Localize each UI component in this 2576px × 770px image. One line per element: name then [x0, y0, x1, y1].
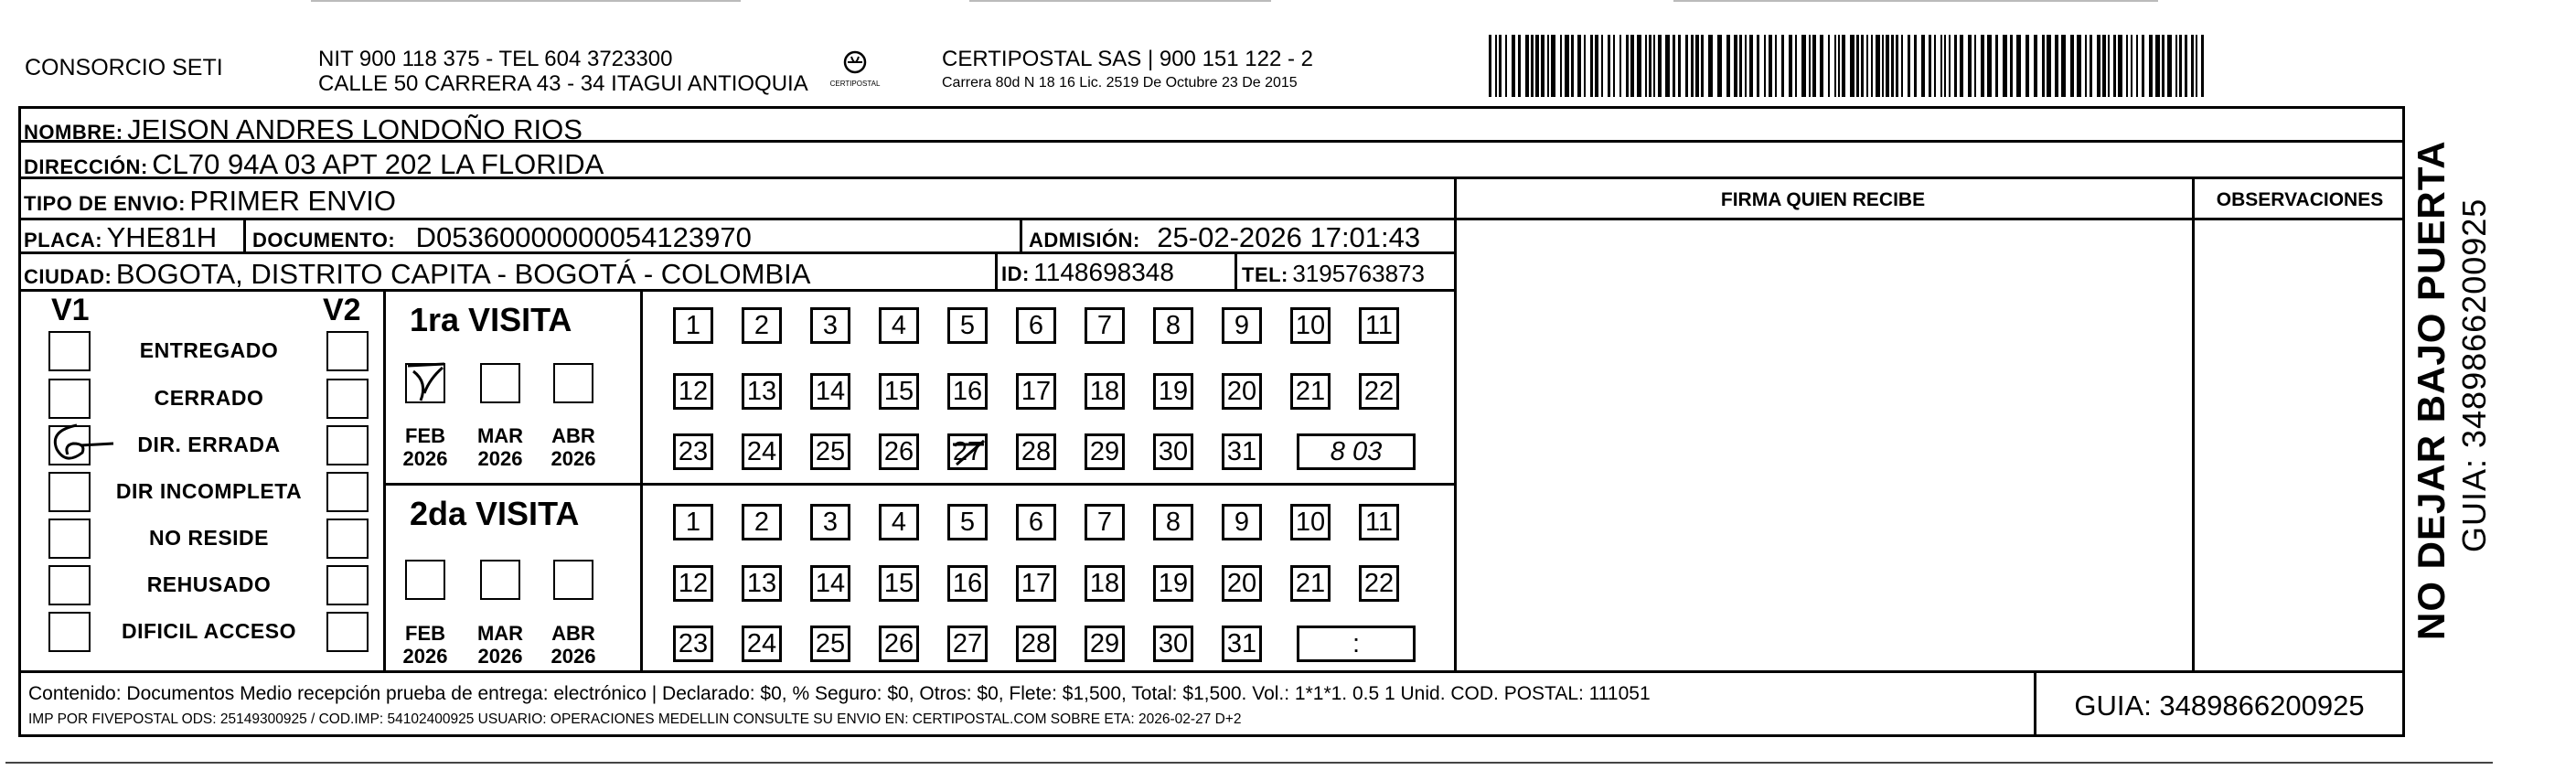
first-visit-day[interactable]: 15 — [879, 373, 919, 410]
tipo-row — [24, 187, 396, 215]
company-name: CONSORCIO SETI — [25, 55, 223, 80]
certipostal-logo — [828, 44, 882, 99]
second-visit-day[interactable]: 10 — [1290, 504, 1331, 540]
first-visit-day[interactable]: 19 — [1153, 373, 1193, 410]
second-visit-day[interactable]: 1 — [673, 504, 713, 540]
second-visit-day[interactable]: 4 — [879, 504, 919, 540]
barcode — [1489, 35, 2211, 99]
first-visit-day[interactable]: 18 — [1085, 373, 1125, 410]
v1-checkbox[interactable] — [48, 519, 91, 559]
month-label: ABR 2026 — [550, 424, 596, 471]
observaciones-label: OBSERVACIONES — [2216, 189, 2384, 210]
ciudad-label: CIUDAD: — [24, 265, 112, 288]
first-visit-day[interactable]: 29 — [1085, 433, 1125, 470]
ciudad-value: BOGOTA, DISTRITO CAPITA - BOGOTÁ - COLOMBIA — [115, 258, 811, 290]
first-visit-day[interactable]: 24 — [742, 433, 782, 470]
nombre-label: NOMBRE: — [24, 121, 123, 144]
v2-checkbox[interactable] — [326, 472, 369, 512]
v2-checkbox[interactable] — [326, 519, 369, 559]
ciudad-row — [24, 260, 810, 288]
first-visit-day[interactable]: 2 — [742, 307, 782, 344]
placa-value: YHE81H — [106, 221, 218, 253]
documento-row — [252, 223, 752, 251]
v2-checkbox[interactable] — [326, 331, 369, 371]
nit-line1: NIT 900 118 375 - TEL 604 3723300 — [318, 47, 673, 71]
month-label: ABR 2026 — [550, 622, 596, 668]
second-visit-day[interactable]: 27 — [947, 626, 988, 662]
v1-checkbox[interactable] — [48, 565, 91, 605]
v1-checkbox[interactable] — [48, 331, 91, 371]
admision-value: 25-02-2026 17:01:43 — [1157, 221, 1421, 253]
status-label: DIFICIL ACCESO — [121, 619, 296, 643]
first-visit-day[interactable]: 13 — [742, 373, 782, 410]
status-label: CERRADO — [154, 386, 264, 410]
second-visit-day[interactable]: 19 — [1153, 565, 1193, 602]
direccion-value: CL70 94A 03 APT 202 LA FLORIDA — [152, 148, 604, 180]
month-label: MAR 2026 — [476, 424, 524, 471]
second-visit-day[interactable]: 11 — [1359, 504, 1399, 540]
second-visit-day[interactable]: 5 — [947, 504, 988, 540]
documento-label: DOCUMENTO: — [252, 229, 396, 251]
rule-tipo — [18, 218, 2405, 220]
footer-guia: GUIA: 3489866200925 — [2074, 690, 2365, 722]
status-label: ENTREGADO — [139, 338, 279, 362]
status-label: NO RESIDE — [148, 526, 270, 550]
bottom-line — [5, 762, 2493, 764]
second-visit-day[interactable]: 28 — [1016, 626, 1056, 662]
second-visit-day[interactable]: 14 — [810, 565, 850, 602]
tel-label: TEL: — [1242, 263, 1288, 286]
admision-label: ADMISIÓN: — [1029, 229, 1140, 251]
admision-row — [1029, 223, 1420, 251]
rule-months-days — [640, 289, 643, 671]
first-visit-day[interactable]: 10 — [1290, 307, 1331, 344]
second-visit-day[interactable]: 25 — [810, 626, 850, 662]
month-checkbox[interactable] — [553, 363, 593, 403]
second-visit-day[interactable]: 7 — [1085, 504, 1125, 540]
month-checkbox[interactable] — [480, 363, 520, 403]
month-checkbox[interactable] — [405, 560, 445, 600]
second-visit-day[interactable]: 9 — [1222, 504, 1262, 540]
first-visit-day[interactable]: 21 — [1290, 373, 1331, 410]
month-label: MAR 2026 — [476, 622, 524, 668]
second-visit-day[interactable]: 24 — [742, 626, 782, 662]
rule-ciudad-id — [995, 251, 998, 290]
month-checkbox[interactable] — [480, 560, 520, 600]
second-visit-day[interactable]: 2 — [742, 504, 782, 540]
first-visit-day[interactable]: 4 — [879, 307, 919, 344]
second-visit-day[interactable]: 16 — [947, 565, 988, 602]
month-label: FEB 2026 — [402, 424, 448, 471]
tel-value: 3195763873 — [1292, 260, 1425, 287]
nombre-value: JEISON ANDRES LONDOÑO RIOS — [127, 113, 583, 145]
month-label: FEB 2026 — [402, 622, 448, 668]
v2-checkbox[interactable] — [326, 565, 369, 605]
first-visit-day[interactable]: 20 — [1222, 373, 1262, 410]
status-label: DIR. ERRADA — [137, 433, 281, 456]
second-visit-label: 2da VISITA — [410, 495, 580, 532]
first-visit-day[interactable]: 1 — [673, 307, 713, 344]
second-visit-day[interactable]: 22 — [1359, 565, 1399, 602]
second-visit-day[interactable]: 6 — [1016, 504, 1056, 540]
second-visit-day[interactable]: 17 — [1016, 565, 1056, 602]
tel-row — [1242, 262, 1425, 285]
second-visit-day[interactable]: 31 — [1222, 626, 1262, 662]
first-visit-day[interactable]: 16 — [947, 373, 988, 410]
first-visit-day[interactable]: 11 — [1359, 307, 1399, 344]
tipo-label: TIPO DE ENVIO: — [24, 192, 186, 215]
first-visit-day[interactable]: 7 — [1085, 307, 1125, 344]
first-visit-day[interactable]: 5 — [947, 307, 988, 344]
logo-text: CERTIPOSTAL — [829, 80, 881, 88]
second-visit-day[interactable]: 8 — [1153, 504, 1193, 540]
first-visit-day[interactable]: 26 — [879, 433, 919, 470]
no-dejar-text: NO DEJAR BAJO PUERTA — [2410, 140, 2453, 640]
status-label: REHUSADO — [146, 572, 272, 596]
month-checkbox[interactable] — [553, 560, 593, 600]
direccion-label: DIRECCIÓN: — [24, 155, 148, 178]
first-visit-day[interactable]: 27 — [947, 433, 988, 470]
first-visit-day[interactable]: 30 — [1153, 433, 1193, 470]
second-visit-day[interactable]: 23 — [673, 626, 713, 662]
firma-label: FIRMA QUIEN RECIBE — [1720, 189, 1926, 210]
second-visit-day[interactable]: 18 — [1085, 565, 1125, 602]
placa-label: PLACA: — [24, 229, 103, 251]
v2-label: V2 — [323, 293, 361, 327]
direccion-row — [24, 150, 604, 178]
first-visit-day[interactable]: 12 — [673, 373, 713, 410]
handwritten-mark-icon — [40, 418, 123, 473]
id-label: ID: — [1001, 262, 1030, 285]
second-visit-day[interactable]: 12 — [673, 565, 713, 602]
second-visit-time-field[interactable]: : — [1297, 626, 1416, 662]
v1-checkbox[interactable] — [48, 612, 91, 652]
v1-checkbox[interactable] — [48, 379, 91, 419]
rule-visits — [385, 483, 1457, 486]
second-visit-day[interactable]: 21 — [1290, 565, 1331, 602]
first-visit-day[interactable]: 17 — [1016, 373, 1056, 410]
first-visit-day[interactable]: 28 — [1016, 433, 1056, 470]
first-visit-label: 1ra VISITA — [410, 301, 572, 338]
rule-id-tel — [1235, 251, 1237, 290]
cert-line1: CERTIPOSTAL SAS | 900 151 122 - 2 — [942, 47, 1313, 71]
v2-checkbox[interactable] — [326, 425, 369, 465]
rule-placa-doc — [243, 218, 246, 254]
nit-line2: CALLE 50 CARRERA 43 - 34 ITAGUI ANTIOQUIA — [318, 71, 808, 96]
second-visit-day[interactable]: 26 — [879, 626, 919, 662]
top-margin-mark-3 — [1673, 0, 2158, 2]
top-margin-mark — [311, 0, 741, 2]
second-visit-day[interactable]: 20 — [1222, 565, 1262, 602]
cert-line2: Carrera 80d N 18 16 Lic. 2519 De Octubre 23 De 2015 — [942, 75, 1298, 91]
v2-checkbox[interactable] — [326, 612, 369, 652]
strike-mark-icon — [947, 433, 991, 474]
first-visit-day[interactable]: 9 — [1222, 307, 1262, 344]
first-visit-day[interactable]: 22 — [1359, 373, 1399, 410]
documento-value: D05360000000054123970 — [415, 221, 752, 253]
rule-obs-left — [2192, 176, 2195, 672]
first-visit-day[interactable]: 3 — [810, 307, 850, 344]
v2-checkbox[interactable] — [326, 379, 369, 419]
rule-doc-adm — [1020, 218, 1022, 254]
v1-checkbox[interactable] — [48, 472, 91, 512]
first-visit-day[interactable]: 23 — [673, 433, 713, 470]
placa-row — [24, 223, 217, 251]
v1-label: V1 — [51, 293, 90, 327]
first-visit-day[interactable]: 31 — [1222, 433, 1262, 470]
rule-firma-left — [1454, 176, 1457, 672]
footer-line2: IMP POR FIVEPOSTAL ODS: 25149300925 / COD.IMP: 54102400925 USUARIO: OPERACIONES MEDELLIN CONSULTE SU ENVIO EN: CERTIPOSTAL.COM SOBRE ETA: 2026-02-27 D+2 — [28, 711, 1242, 727]
nombre-row — [24, 115, 583, 144]
rule-status-visits — [383, 289, 386, 671]
status-label: DIR INCOMPLETA — [115, 479, 303, 503]
first-visit-time-field[interactable]: 8 03 — [1297, 433, 1416, 470]
first-visit-day[interactable]: 8 — [1153, 307, 1193, 344]
id-value: 1148698348 — [1033, 258, 1174, 286]
id-row — [1001, 260, 1174, 285]
footer-line1: Contenido: Documentos Medio recepción prueba de entrega: electrónico | Declarado: $0, % Seguro: $0, Otros: $0, Flete: $1,500, Total: $1,500. Vol.: 1*1*1. 0.5 1 Unid. COD. POSTAL: 111051 — [28, 683, 1651, 704]
check-mark-icon — [402, 357, 454, 408]
second-visit-day[interactable]: 13 — [742, 565, 782, 602]
second-visit-day[interactable]: 29 — [1085, 626, 1125, 662]
first-visit-day[interactable]: 14 — [810, 373, 850, 410]
tipo-value: PRIMER ENVIO — [189, 185, 397, 217]
top-margin-mark-2 — [969, 0, 1271, 2]
first-visit-day[interactable]: 6 — [1016, 307, 1056, 344]
second-visit-day[interactable]: 15 — [879, 565, 919, 602]
side-guia: GUIA: 3489866200925 — [2455, 198, 2493, 552]
second-visit-day[interactable]: 3 — [810, 504, 850, 540]
first-visit-day[interactable]: 25 — [810, 433, 850, 470]
second-visit-day[interactable]: 30 — [1153, 626, 1193, 662]
rule-footer — [18, 670, 2405, 673]
